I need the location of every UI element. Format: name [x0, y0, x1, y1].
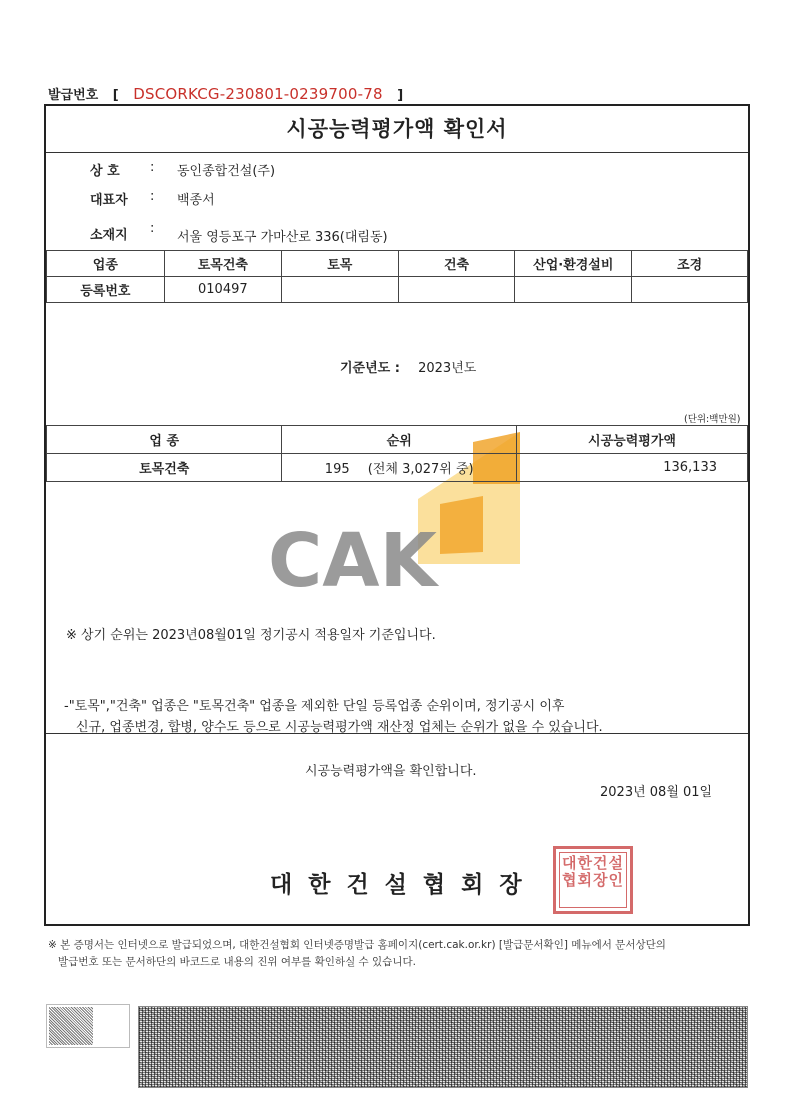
registration-value [515, 277, 632, 303]
ranking-rank-note: (전체 3,027위 중) [367, 462, 474, 477]
watermark-text: CAK [268, 518, 437, 604]
address-label: 소재지 [90, 228, 128, 243]
document-barcode [138, 1006, 748, 1088]
registration-value [632, 277, 748, 303]
colon: : [150, 160, 155, 175]
footnote-line-1: ※ 본 증명서는 인터넷으로 발급되었으며, 대한건설협회 인터넷증명발급 홈페이지(cert.cak.or.kr) [발급문서확인] 메뉴에서 문서상단의 [48, 939, 666, 951]
issue-bracket-open: [ [112, 88, 119, 103]
ranking-table [46, 425, 748, 482]
note-line-1: -"토목","건축" 업종은 "토목건축" 업종을 제외한 단일 등록업종 순위이며, 정기공시 이후 [64, 699, 565, 714]
issue-number-label: 발급번호 [48, 88, 99, 103]
section-divider [46, 733, 748, 734]
ranking-rank: 195 [324, 462, 350, 477]
address: 서울 영등포구 가마산로 336(대림동) [177, 230, 388, 245]
unit-label: (단위:백만원) [684, 414, 741, 425]
industry-header: 토목 [281, 251, 398, 277]
base-year [340, 357, 476, 376]
colon: : [150, 221, 155, 236]
registration-value [398, 277, 515, 303]
document-title: 시공능력평가액 확인서 [46, 106, 748, 153]
watermark-shape [440, 496, 483, 554]
ranking-header: 업 종 [47, 426, 282, 454]
footnote-line-2: 발급번호 또는 문서하단의 바코드로 내용의 진위 여부를 확인하실 수 있습니다. [58, 956, 416, 968]
industry-header: 토목건축 [164, 251, 281, 277]
company-name: 동인종합건설(주) [177, 164, 276, 179]
issue-bracket-close: ] [397, 88, 404, 103]
seal-text: 대한건설협회장인 [562, 854, 624, 889]
representative-label: 대표자 [90, 193, 128, 208]
industry-header: 산업·환경설비 [515, 251, 632, 277]
issue-date: 2023년 08월 01일 [600, 785, 713, 800]
ranking-industry: 토목건축 [47, 454, 282, 482]
ranking-rank-cell [282, 454, 517, 482]
issuer-name: 대 한 건 설 협 회 장 [270, 872, 526, 898]
representative: 백종서 [177, 193, 215, 208]
note-line-2: 신규, 업종변경, 합병, 양수도 등으로 시공능력평가액 재산정 업체는 순위가 없을 수 있습니다. [76, 720, 603, 735]
colon: : [150, 189, 155, 204]
base-year-value: 2023년도 [418, 361, 477, 376]
ranking-amount: 136,133 [517, 454, 748, 482]
ranking-header: 순위 [282, 426, 517, 454]
registration-value: 010497 [164, 277, 281, 303]
registration-value [281, 277, 398, 303]
confirm-text: 시공능력평가액을 확인합니다. [305, 764, 477, 779]
issue-number: DSCORKCG-230801-0239700-78 [133, 85, 383, 103]
industry-header: 조경 [632, 251, 748, 277]
registration-label: 등록번호 [47, 277, 165, 303]
issue-number-line [48, 84, 413, 103]
official-seal [553, 846, 633, 914]
base-year-label: 기준년도 : [340, 361, 400, 376]
small-barcode [46, 1004, 130, 1048]
note-ranking-basis: ※ 상기 순위는 2023년08월01일 정기공시 적용일자 기준입니다. [66, 628, 436, 643]
industry-header: 건축 [398, 251, 515, 277]
small-barcode-pattern [49, 1007, 93, 1045]
industry-table [46, 250, 748, 303]
footnote [48, 937, 666, 971]
industry-header: 업종 [47, 251, 165, 277]
company-name-label: 상 호 [90, 164, 120, 179]
ranking-header: 시공능력평가액 [517, 426, 748, 454]
